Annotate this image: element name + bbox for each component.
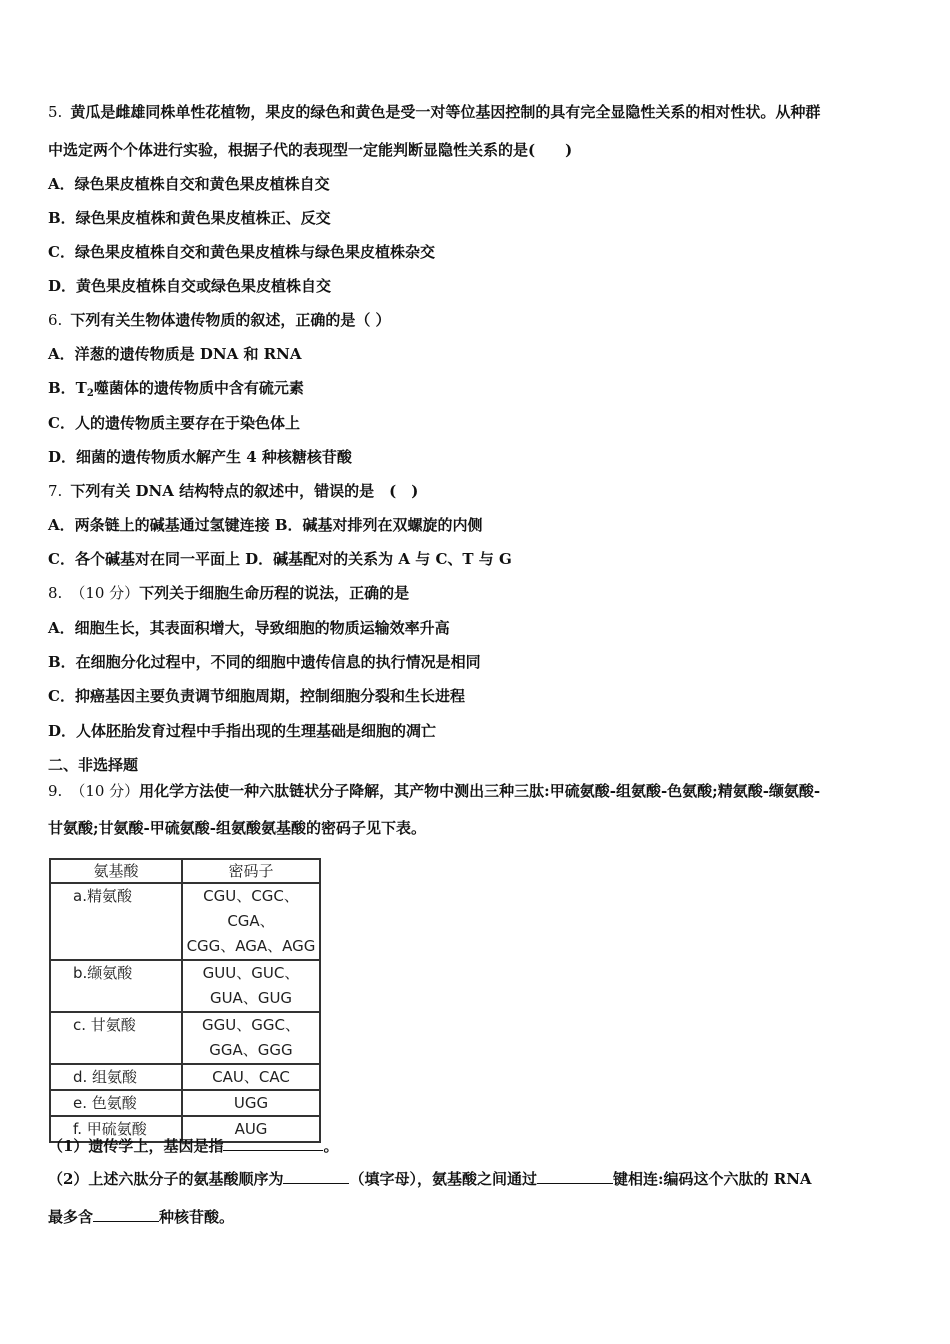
codon-line: GGU、GGC、	[202, 1016, 300, 1034]
q6-option-b-post: 噬菌体的遗传物质中含有硫元素	[93, 379, 304, 397]
q8-option-a: A．细胞生长，其表面积增大，导致细胞的物质运输效率升高	[48, 619, 450, 637]
q6-option-b-sub: 2	[86, 388, 94, 399]
q8-score: （10 分）	[70, 584, 140, 602]
q5-option-b: B．绿色果皮植株和黄色果皮植株正、反交	[48, 209, 331, 227]
amino-acid-cell: f. 甲硫氨酸	[50, 1116, 182, 1142]
table-row	[50, 883, 320, 960]
q9-sub2-a: （2）上述六肽分子的氨基酸顺序为	[48, 1170, 284, 1188]
table-header-row	[50, 859, 320, 883]
q7-stem	[48, 481, 418, 501]
q5-stem-part1: 黄瓜是雌雄同株单性花植物，果皮的绿色和黄色是受一对等位基因控制的具有完全显隐性关系的相对性状。从种群	[70, 103, 821, 121]
q5-line1	[48, 102, 820, 122]
amino-acid-cell: c. 甘氨酸	[50, 1012, 182, 1064]
question-number: 5.	[48, 103, 63, 121]
q5-option-c: C．绿色果皮植株自交和黄色果皮植株与绿色果皮植株杂交	[48, 243, 435, 261]
codon-cell: CAU、CAC	[182, 1064, 320, 1090]
amino-acid-cell: d. 组氨酸	[50, 1064, 182, 1090]
q7-text: 下列有关 DNA 结构特点的叙述中，错误的是 ( )	[70, 482, 419, 500]
answer-blank[interactable]	[93, 1207, 159, 1222]
q8-option-b: B．在细胞分化过程中，不同的细胞中遗传信息的执行情况是相同	[48, 653, 481, 671]
q9-line1	[48, 781, 820, 801]
table-row	[50, 1064, 320, 1090]
amino-acid-cell: a.精氨酸	[50, 883, 182, 960]
q9-sub1	[48, 1136, 338, 1156]
q6-option-c: C．人的遗传物质主要存在于染色体上	[48, 414, 300, 432]
codon-cell	[182, 883, 320, 960]
q9-sub1-text: （1）遗传学上，基因是指	[48, 1137, 224, 1155]
table-row	[50, 1012, 320, 1064]
q6-stem	[48, 310, 391, 330]
amino-acid-cell: e. 色氨酸	[50, 1090, 182, 1116]
codon-cell	[182, 960, 320, 1012]
codon-line: GUA、GUG	[209, 989, 293, 1007]
codon-cell: AUG	[182, 1116, 320, 1142]
q9-stem-part2: 甘氨酸;甘氨酸-甲硫氨酸-组氨酸氨基酸的密码子见下表。	[48, 819, 426, 837]
q8-stem	[48, 583, 409, 603]
q6-option-b	[48, 378, 304, 398]
q9-sub2-e: 种核苷酸。	[159, 1208, 235, 1226]
section-heading: 二、非选择题	[48, 756, 139, 774]
answer-blank[interactable]	[537, 1169, 613, 1184]
q9-sub2-cont	[48, 1207, 234, 1227]
q7-options-ab: A．两条链上的碱基通过氢键连接 B．碱基对排列在双螺旋的内侧	[48, 516, 483, 534]
amino-acid-cell: b.缬氨酸	[50, 960, 182, 1012]
answer-blank[interactable]	[223, 1136, 323, 1151]
q9-sub1-end: 。	[323, 1137, 339, 1155]
q9-sub2	[48, 1169, 812, 1189]
answer-blank[interactable]	[283, 1169, 349, 1184]
codon-line: GUU、GUC、	[202, 964, 300, 982]
header-amino-acid: 氨基酸	[50, 859, 182, 883]
q5-option-d: D．黄色果皮植株自交或绿色果皮植株自交	[48, 277, 332, 295]
codon-table	[49, 858, 321, 1143]
q6-option-a: A．洋葱的遗传物质是 DNA 和 RNA	[48, 345, 302, 363]
q9-stem-part1: 用化学方法使一种六肽链状分子降解，其产物中测出三种三肽:甲硫氨酸-组氨酸-色氨酸;精氨酸-缬氨酸-	[139, 782, 821, 800]
codon-cell: UGG	[182, 1090, 320, 1116]
q8-text: 下列关于细胞生命历程的说法，正确的是	[139, 584, 410, 602]
question-number: 7.	[48, 482, 63, 500]
codon-line: GGA、GGG	[209, 1041, 293, 1059]
table-row	[50, 960, 320, 1012]
q9-sub2-c: 键相连:编码这个六肽的 RNA	[612, 1170, 812, 1188]
question-number: 8.	[48, 584, 63, 602]
q7-options-cd: C．各个碱基对在同一平面上 D．碱基配对的关系为 A 与 C、T 与 G	[48, 550, 512, 568]
q5-stem-part2: 中选定两个个体进行实验，根据子代的表现型一定能判断显隐性关系的是( )	[48, 141, 573, 159]
q5-option-a: A．绿色果皮植株自交和黄色果皮植株自交	[48, 175, 330, 193]
q9-sub2-d: 最多含	[48, 1208, 94, 1226]
q9-score: （10 分）	[70, 782, 140, 800]
question-number: 9.	[48, 782, 63, 800]
q8-option-d: D．人体胚胎发育过程中手指出现的生理基础是细胞的凋亡	[48, 722, 437, 740]
question-number: 6.	[48, 311, 63, 329]
q6-option-b-pre: B．T	[48, 379, 87, 397]
codon-line: CGG、AGA、AGG	[186, 937, 316, 955]
header-codon: 密码子	[182, 859, 320, 883]
codon-line: CGU、CGC、CGA、	[203, 887, 299, 930]
q6-option-d: D．细菌的遗传物质水解产生 4 种核糖核苷酸	[48, 448, 352, 466]
codon-cell	[182, 1012, 320, 1064]
q6-text: 下列有关生物体遗传物质的叙述，正确的是（ ）	[70, 311, 391, 329]
table-row	[50, 1090, 320, 1116]
q8-option-c: C．抑癌基因主要负责调节细胞周期，控制细胞分裂和生长进程	[48, 687, 465, 705]
q9-sub2-b: （填字母），氨基酸之间通过	[349, 1170, 537, 1188]
